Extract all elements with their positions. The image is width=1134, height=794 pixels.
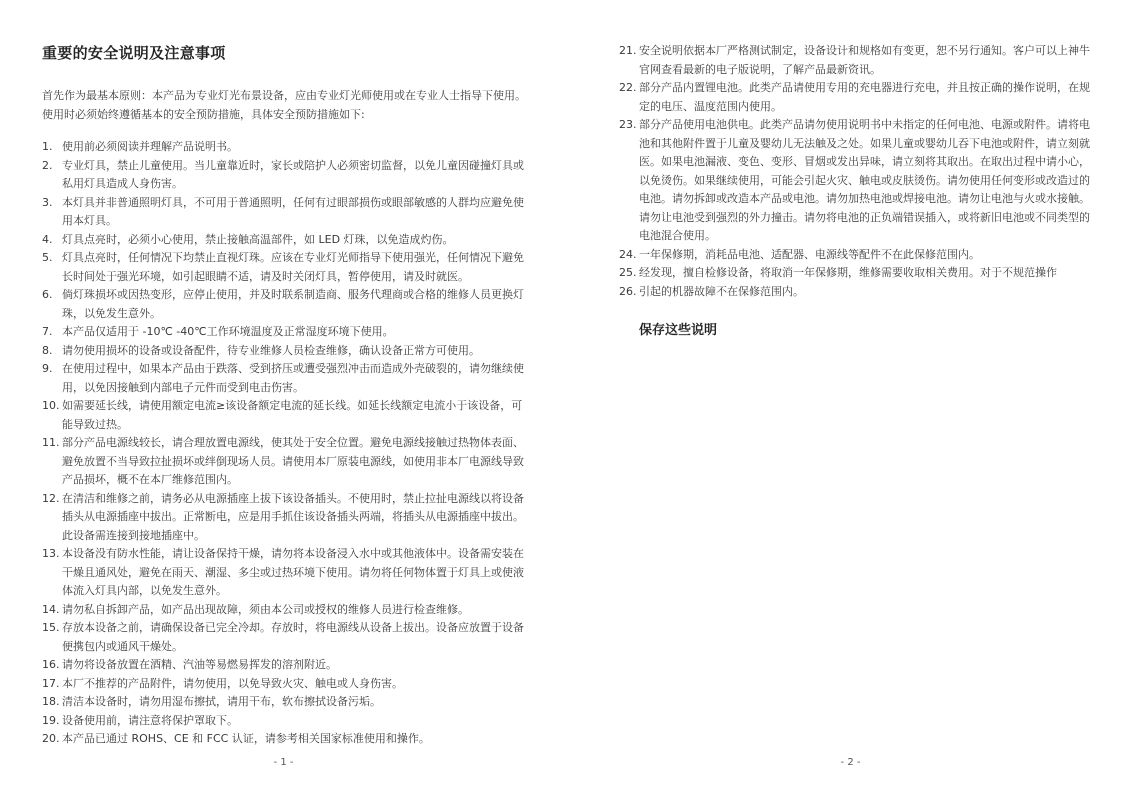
item-number: 3. — [42, 195, 53, 209]
item-text: 经发现，擅自检修设备，将取消一年保修期，维修需要收取相关费用。对于不规范操作 — [639, 266, 1057, 279]
item-number: 25. — [619, 266, 637, 279]
item-text: 灯具点亮时，任何情况下均禁止直视灯珠。应该在专业灯光师指导下使用强光，任何情况下避免长时间处于强光环境，如引起眼睛不适，请及时关闭灯具，暂停使用，请及时就医。 — [62, 251, 524, 283]
intro-paragraph: 首先作为最基本原则：本产品为专业灯光布景设备，应由专业灯光师使用或在专业人士指导下使用。使用时必须始终遵循基本的安全预防措施，具体安全预防措施如下: — [42, 89, 526, 121]
item-text: 引起的机器故障不在保修范围内。 — [639, 284, 804, 298]
page-title: 重要的安全说明及注意事项 — [42, 44, 226, 62]
item-text: 本厂不推荐的产品附件，请勿使用，以免导致火灾、触电或人身伤害。 — [62, 676, 403, 690]
item-number: 8. — [42, 343, 53, 357]
item-number: 4. — [42, 232, 53, 246]
list-item — [42, 397, 527, 434]
list-item — [619, 246, 1094, 265]
item-text: 专业灯具，禁止儿童使用。当儿童靠近时，家长或陪护人必须密切监督，以免儿童因碰撞灯具或私用灯具造成人身伤害。 — [62, 158, 524, 190]
item-text: 倘灯珠损坏或因热变形，应停止使用，并及时联系制造商、服务代理商或合格的维修人员更换灯珠，以免发生意外。 — [62, 288, 524, 320]
item-number: 15. — [42, 621, 60, 634]
item-text: 本产品已通过 ROHS、CE 和 FCC 认证，请参考相关国家标准使用和操作。 — [62, 732, 430, 745]
item-number: 22. — [619, 81, 637, 94]
page-number-2: - 2 - — [840, 757, 861, 768]
item-text: 请勿私自拆卸产品，如产品出现故障，须由本公司或授权的维修人员进行检查维修。 — [62, 602, 469, 616]
list-item — [619, 116, 1094, 246]
list-item — [42, 249, 527, 286]
item-number: 6. — [42, 288, 53, 301]
list-item — [42, 490, 527, 546]
list-item — [42, 730, 527, 749]
list-item — [42, 323, 527, 342]
item-number: 12. — [42, 491, 60, 505]
item-number: 17. — [42, 676, 60, 690]
list-item — [42, 656, 527, 675]
list-item — [42, 619, 527, 656]
item-number: 19. — [42, 713, 60, 727]
item-text: 请勿将设备放置在酒精、汽油等易燃易挥发的溶剂附近。 — [62, 658, 337, 671]
item-number: 18. — [42, 695, 60, 708]
item-number: 10. — [42, 399, 60, 412]
list-item — [42, 342, 527, 361]
item-number: 14. — [42, 602, 60, 616]
item-text: 安全说明依据本厂严格测试制定，设备设计和规格如有变更，恕不另行通知。客户可以上神牛官网查看最新的电子版说明，了解产品最新资讯。 — [639, 44, 1090, 76]
list-item — [42, 360, 527, 397]
list-item — [619, 42, 1094, 79]
list-item — [42, 138, 527, 157]
list-item — [42, 601, 527, 620]
item-text: 在清洁和维修之前，请务必从电源插座上拔下该设备插头。不使用时，禁止拉扯电源线以将设备插头从电源插座中拔出。正常断电，应是用手抓住该设备插头两端，将插头从电源插座中拔出。此设备需连接到接地插座中。 — [62, 491, 524, 542]
item-number: 24. — [619, 247, 637, 261]
item-text: 如需要延长线，请使用额定电流≥该设备额定电流的延长线。如延长线额定电流小于该设备，可能导致过热。 — [62, 399, 523, 431]
list-item — [619, 283, 1094, 302]
item-number: 1. — [42, 140, 53, 153]
item-number: 23. — [619, 118, 637, 131]
item-number: 13. — [42, 547, 60, 560]
list-item — [42, 675, 527, 694]
item-number: 9. — [42, 362, 53, 375]
page-right — [567, 0, 1134, 794]
item-text: 设备使用前，请注意将保护罩取下。 — [62, 713, 238, 727]
item-number: 5. — [42, 251, 53, 264]
item-text: 一年保修期，消耗品电池、适配器、电源线等配件不在此保修范围内。 — [639, 247, 980, 261]
item-text: 灯具点亮时，必须小心使用，禁止接触高温部件，如 LED 灯珠，以免造成灼伤。 — [62, 232, 454, 246]
page-number-1: - 1 - — [273, 757, 294, 768]
item-text: 本设备没有防水性能，请让设备保持干燥，请勿将本设备浸入水中或其他液体中。设备需安装在干燥且通风处，避免在雨天、潮湿、多尘或过热环境下使用。请勿将任何物体置于灯具上或使液体流入灯具内部，以免发生意外。 — [62, 547, 524, 597]
list-item — [42, 286, 527, 323]
item-number: 20. — [42, 732, 60, 745]
item-number: 2. — [42, 158, 53, 172]
safety-list-part1 — [42, 138, 527, 749]
save-instructions-heading: 保存这些说明 — [639, 323, 718, 338]
item-text: 本产品仅适用于 -10℃ -40℃工作环境温度及正常湿度环境下使用。 — [62, 325, 394, 338]
item-number: 26. — [619, 284, 637, 298]
item-text: 清洁本设备时，请勿用湿布擦拭，请用干布，软布擦拭设备污垢。 — [62, 695, 381, 708]
list-item — [42, 434, 527, 490]
item-text: 在使用过程中，如果本产品由于跌落、受到挤压或遭受强烈冲击而造成外壳破裂的，请勿继续使用，以免因接触到内部电子元件而受到电击伤害。 — [62, 362, 524, 394]
item-text: 请勿使用损坏的设备或设备配件，待专业维修人员检查维修，确认设备正常方可使用。 — [62, 343, 480, 357]
item-number: 21. — [619, 44, 637, 57]
item-text: 部分产品使用电池供电。此类产品请勿使用说明书中未指定的任何电池、电源或附件。请将电池和其他附件置于儿童及婴幼儿无法触及之处。如果儿童或婴幼儿吞下电池或附件，请立刻就医。如果电池漏液、变色、变形、冒烟或发出异味，请立刻将其取出。在取出过程中请小心，以免烫伤。如果继续使用，可能会引起火灾、触电或皮肤烫伤。请勿使用任何变形或改造过的电池。请勿拆卸或改造本产品或电池。请勿加热电池或焊接电池。请勿让电池与火或水接触。请勿让电池受到强烈的外力撞击。请勿将电池的正负端错误插入，或将新旧电池或不同类型的电池混合使用。 — [639, 118, 1090, 242]
list-item — [619, 264, 1094, 283]
list-item — [42, 157, 527, 194]
item-number: 16. — [42, 658, 60, 671]
item-text: 使用前必须阅读并理解产品说明书。 — [62, 140, 238, 153]
list-item — [42, 693, 527, 712]
list-item — [42, 194, 527, 231]
list-item — [42, 231, 527, 250]
item-text: 本灯具并非普通照明灯具，不可用于普通照明，任何有过眼部损伤或眼部敏感的人群均应避免使用本灯具。 — [62, 195, 524, 227]
item-number: 11. — [42, 436, 60, 449]
list-item — [619, 79, 1094, 116]
list-item — [42, 712, 527, 731]
item-text: 存放本设备之前，请确保设备已完全冷却。存放时，将电源线从设备上拔出。设备应放置于设备便携包内或通风干燥处。 — [62, 621, 524, 653]
item-number: 7. — [42, 325, 53, 338]
item-text: 部分产品内置锂电池。此类产品请使用专用的充电器进行充电，并且按正确的操作说明，在规定的电压、温度范围内使用。 — [639, 81, 1090, 113]
list-item — [42, 545, 527, 601]
safety-list-part2 — [619, 42, 1094, 301]
item-text: 部分产品电源线较长，请合理放置电源线，使其处于安全位置。避免电源线接触过热物体表面、避免放置不当导致拉扯损坏或绊倒现场人员。请使用本厂原装电源线，如使用非本厂电源线导致产品损坏，概不在本厂维修范围内。 — [62, 436, 524, 486]
